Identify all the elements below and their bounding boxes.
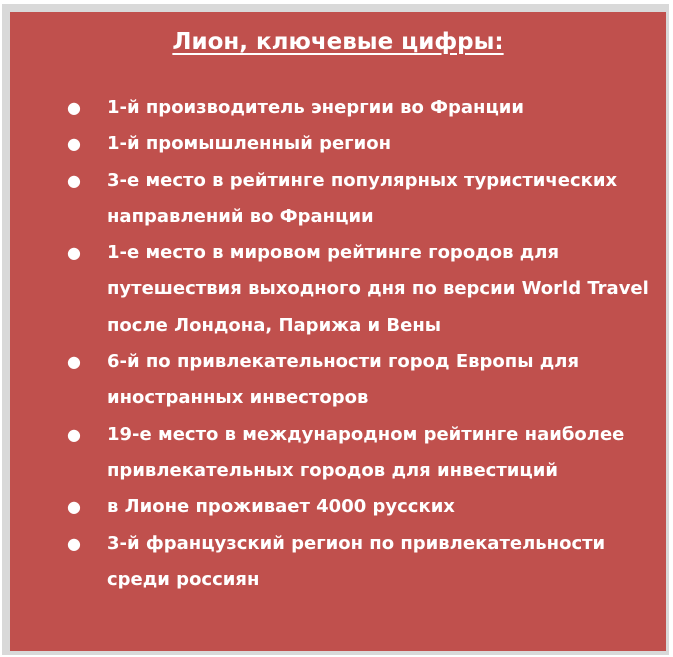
list-item-text: 3-е место в рейтинге популярных туристических направлений во Франции <box>107 169 618 227</box>
bullet-icon <box>67 344 81 380</box>
bullet-icon <box>67 90 81 126</box>
list-item <box>10 489 650 525</box>
list-item <box>10 417 650 490</box>
list-item <box>10 126 650 162</box>
facts-panel <box>10 12 666 651</box>
list-item-text: 3-й французский регион по привлекательности среди россиян <box>107 532 606 590</box>
bullet-icon <box>67 163 81 199</box>
bullet-icon <box>67 126 81 162</box>
list-item-text: в Лионе проживает 4000 русских <box>107 496 455 518</box>
bullet-icon <box>67 235 81 271</box>
list-item <box>10 526 650 599</box>
list-item <box>10 163 650 236</box>
outer-frame <box>2 4 669 655</box>
bullet-icon <box>67 526 81 562</box>
bullet-icon <box>67 417 81 453</box>
list-item-text: 19-е место в международном рейтинге наиболее привлекательных городов для инвестиций <box>107 423 625 481</box>
list-item-text: 1-й промышленный регион <box>107 133 392 155</box>
list-item <box>10 344 650 417</box>
panel-title: Лион, ключевые цифры: <box>172 29 504 55</box>
list-item <box>10 235 650 344</box>
list-item-text: 1-й производитель энергии во Франции <box>107 97 525 118</box>
list-item-text: 1-е место в мировом рейтинге городов для путешествия выходного дня по версии World Travel после Лондона, Парижа и Вены <box>107 242 649 336</box>
list-item <box>10 90 650 126</box>
list-item-text: 6-й по привлекательности город Европы для иностранных инвесторов <box>107 351 580 409</box>
facts-list <box>10 90 650 598</box>
bullet-icon <box>67 489 81 525</box>
